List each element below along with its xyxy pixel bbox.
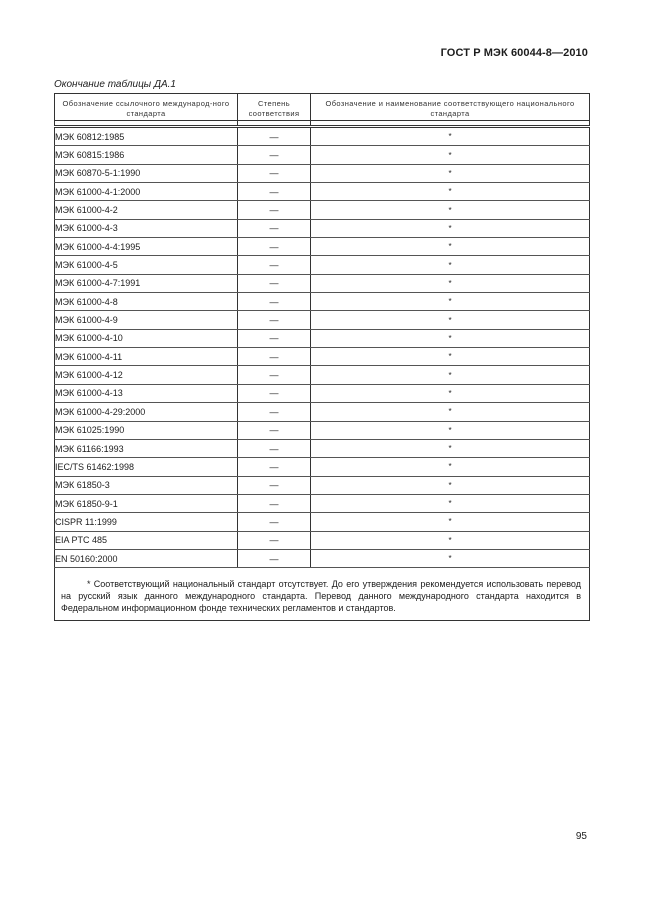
international-standard-cell: МЭК 61000-4-1:2000 xyxy=(55,183,238,201)
national-standard-cell: * xyxy=(311,219,590,237)
degree-cell: — xyxy=(238,164,311,182)
degree-cell: — xyxy=(238,256,311,274)
table-body xyxy=(55,127,590,568)
degree-cell: — xyxy=(238,201,311,219)
column-header-label: Степень соответствия xyxy=(238,99,310,121)
national-standard-cell: * xyxy=(311,274,590,292)
degree-cell: — xyxy=(238,219,311,237)
national-standard-cell: * xyxy=(311,127,590,146)
degree-cell: — xyxy=(238,531,311,549)
table-row xyxy=(55,384,590,402)
degree-cell: — xyxy=(238,293,311,311)
table-row xyxy=(55,439,590,457)
international-standard-cell: МЭК 61000-4-9 xyxy=(55,311,238,329)
national-standard-cell: * xyxy=(311,238,590,256)
table-header xyxy=(55,94,590,127)
national-standard-cell: * xyxy=(311,183,590,201)
degree-cell: — xyxy=(238,403,311,421)
table-row xyxy=(55,329,590,347)
table-row xyxy=(55,458,590,476)
degree-cell: — xyxy=(238,311,311,329)
international-standard-cell: МЭК 61000-4-5 xyxy=(55,256,238,274)
degree-cell: — xyxy=(238,421,311,439)
international-standard-cell: IEC/TS 61462:1998 xyxy=(55,458,238,476)
international-standard-cell: МЭК 60812:1985 xyxy=(55,127,238,146)
national-standard-cell: * xyxy=(311,549,590,567)
international-standard-cell: EIA PTC 485 xyxy=(55,531,238,549)
national-standard-cell: * xyxy=(311,146,590,164)
national-standard-cell: * xyxy=(311,494,590,512)
national-standard-cell: * xyxy=(311,201,590,219)
national-standard-cell: * xyxy=(311,513,590,531)
table-footnote: * Соответствующий национальный стандарт отсутствует. До его утверждения рекомендуется использовать перевод на русский язык данного международного стандарта. Перевод данного международного стандарта находится в Федеральном информационном фонде технических регламентов и стандартов. xyxy=(61,579,581,614)
international-standard-cell: МЭК 61000-4-4:1995 xyxy=(55,238,238,256)
national-standard-cell: * xyxy=(311,531,590,549)
table-row xyxy=(55,494,590,512)
table-row xyxy=(55,403,590,421)
national-standard-cell: * xyxy=(311,329,590,347)
degree-cell: — xyxy=(238,494,311,512)
international-standard-cell: МЭК 61000-4-7:1991 xyxy=(55,274,238,292)
table-row xyxy=(55,549,590,567)
national-standard-cell: * xyxy=(311,439,590,457)
table-row xyxy=(55,219,590,237)
national-standard-cell: * xyxy=(311,403,590,421)
table-row xyxy=(55,366,590,384)
degree-cell: — xyxy=(238,127,311,146)
table-row xyxy=(55,311,590,329)
degree-cell: — xyxy=(238,329,311,347)
table-row xyxy=(55,513,590,531)
column-header-national-standard xyxy=(311,94,590,127)
national-standard-cell: * xyxy=(311,421,590,439)
international-standard-cell: МЭК 61000-4-2 xyxy=(55,201,238,219)
table-caption: Окончание таблицы ДА.1 xyxy=(54,79,176,90)
degree-cell: — xyxy=(238,384,311,402)
degree-cell: — xyxy=(238,366,311,384)
national-standard-cell: * xyxy=(311,366,590,384)
table-row xyxy=(55,201,590,219)
international-standard-cell: МЭК 61025:1990 xyxy=(55,421,238,439)
international-standard-cell: МЭК 61000-4-12 xyxy=(55,366,238,384)
table-row xyxy=(55,256,590,274)
national-standard-cell: * xyxy=(311,311,590,329)
degree-cell: — xyxy=(238,238,311,256)
degree-cell: — xyxy=(238,476,311,494)
table-row xyxy=(55,183,590,201)
international-standard-cell: CISPR 11:1999 xyxy=(55,513,238,531)
international-standard-cell: МЭК 60815:1986 xyxy=(55,146,238,164)
international-standard-cell: МЭК 61000-4-13 xyxy=(55,384,238,402)
table-row xyxy=(55,164,590,182)
international-standard-cell: МЭК 61000-4-11 xyxy=(55,348,238,366)
table-row xyxy=(55,348,590,366)
page-number: 95 xyxy=(575,831,587,842)
table-row xyxy=(55,293,590,311)
column-header-degree xyxy=(238,94,311,127)
international-standard-cell: МЭК 61166:1993 xyxy=(55,439,238,457)
degree-cell: — xyxy=(238,439,311,457)
degree-cell: — xyxy=(238,549,311,567)
national-standard-cell: * xyxy=(311,348,590,366)
degree-cell: — xyxy=(238,513,311,531)
national-standard-cell: * xyxy=(311,293,590,311)
international-standard-cell: МЭК 61000-4-10 xyxy=(55,329,238,347)
table-row xyxy=(55,531,590,549)
national-standard-cell: * xyxy=(311,458,590,476)
table-row xyxy=(55,238,590,256)
table-row xyxy=(55,274,590,292)
degree-cell: — xyxy=(238,274,311,292)
international-standard-cell: МЭК 61000-4-29:2000 xyxy=(55,403,238,421)
international-standard-cell: МЭК 61850-9-1 xyxy=(55,494,238,512)
national-standard-cell: * xyxy=(311,476,590,494)
national-standard-cell: * xyxy=(311,256,590,274)
international-standard-cell: МЭК 61000-4-3 xyxy=(55,219,238,237)
table-footnote-cell xyxy=(55,568,590,621)
international-standard-cell: МЭК 60870-5-1:1990 xyxy=(55,164,238,182)
standard-code-header: ГОСТ Р МЭК 60044-8—2010 xyxy=(440,47,588,59)
table-row xyxy=(55,146,590,164)
reference-standards-table xyxy=(54,93,590,621)
international-standard-cell: МЭК 61000-4-8 xyxy=(55,293,238,311)
degree-cell: — xyxy=(238,183,311,201)
column-header-international-standard xyxy=(55,94,238,127)
degree-cell: — xyxy=(238,458,311,476)
degree-cell: — xyxy=(238,348,311,366)
column-header-label: Обозначение и наименование соответствующего национального стандарта xyxy=(311,99,589,121)
column-header-label: Обозначение ссылочного международ-ного стандарта xyxy=(55,99,237,121)
degree-cell: — xyxy=(238,146,311,164)
national-standard-cell: * xyxy=(311,164,590,182)
national-standard-cell: * xyxy=(311,384,590,402)
table-row xyxy=(55,127,590,146)
table-row xyxy=(55,476,590,494)
international-standard-cell: МЭК 61850-3 xyxy=(55,476,238,494)
table-row xyxy=(55,421,590,439)
international-standard-cell: EN 50160:2000 xyxy=(55,549,238,567)
